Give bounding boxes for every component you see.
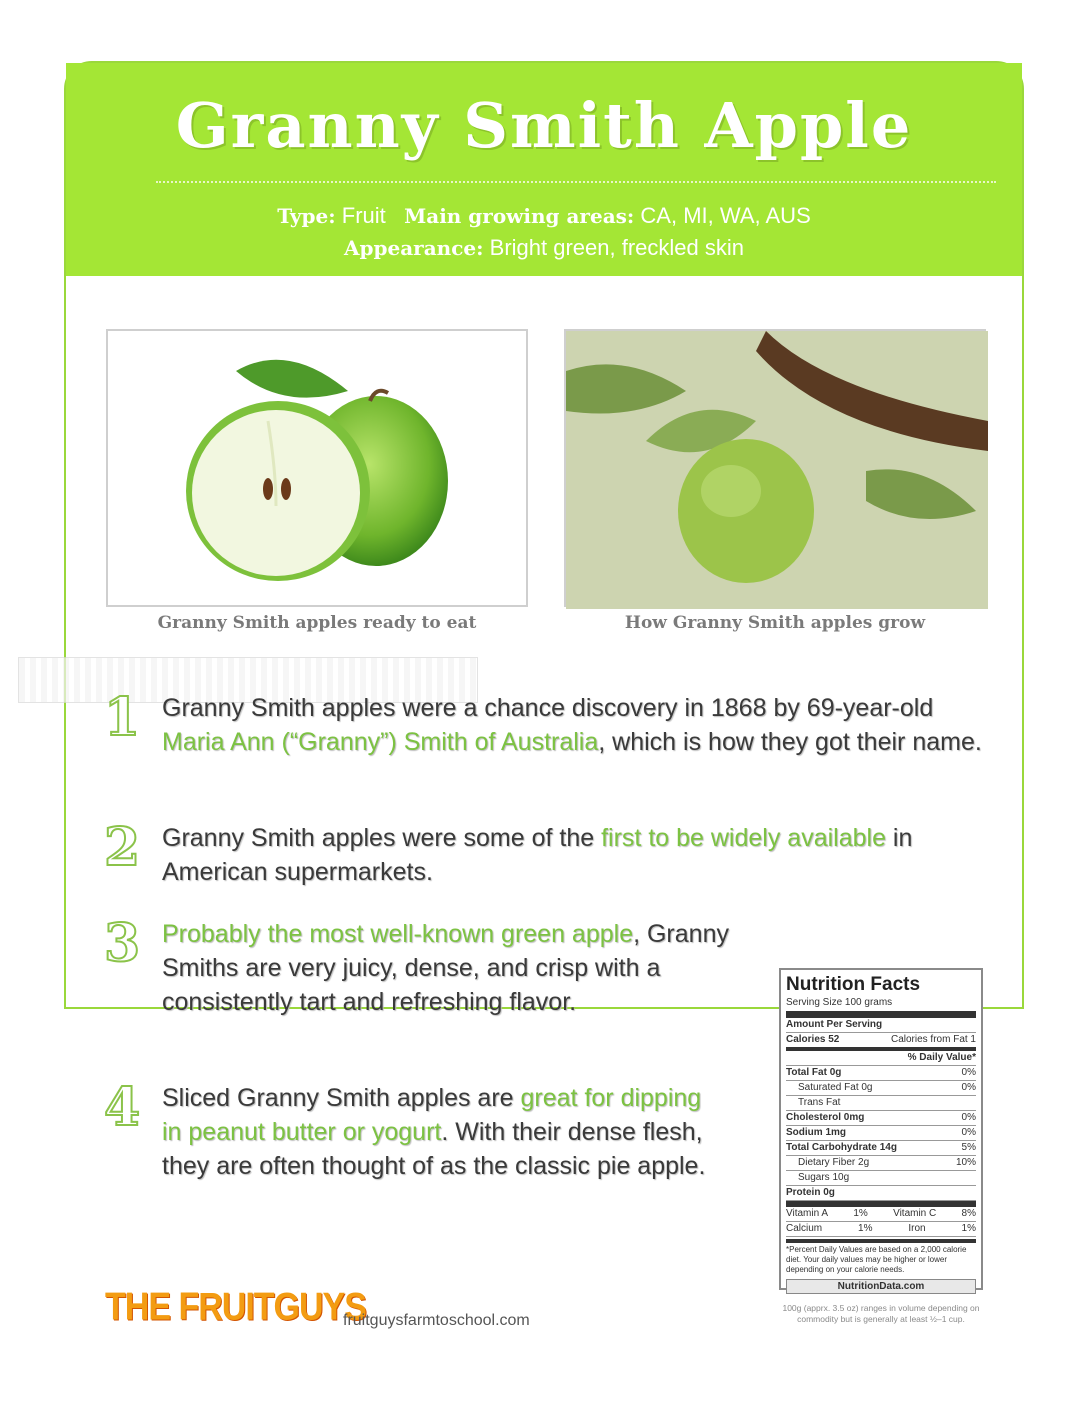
nutrient-row: Total Carbohydrate 14g 5% (786, 1141, 976, 1156)
vitamin-rows (786, 1201, 976, 1237)
caption-how-they-grow: How Granny Smith apples grow (624, 613, 926, 633)
serving-size: Serving Size 100 grams (786, 996, 976, 1018)
nutrition-title: Nutrition Facts (786, 974, 921, 995)
seed-right (281, 478, 291, 500)
nutrient-row: Dietary Fiber 2g 10% (786, 1156, 976, 1171)
fruitguys-logo: THE FRUITGUYS (105, 1285, 366, 1329)
nutrient-row: Sugars 10g (786, 1171, 976, 1186)
caption-ready-to-eat: Granny Smith apples ready to eat (157, 613, 477, 633)
nutrition-footnote: *Percent Daily Values are based on a 2,000 calorie diet. Your daily values may be higher or lower depending on your calorie needs. (786, 1239, 976, 1275)
nutrient-row: Protein 0g (786, 1186, 976, 1201)
meta-line-1 (66, 203, 1022, 229)
fact-text: Granny Smith apples were a chance discovery in 1868 by 69-year-old Maria Ann (“Granny”) Smith of Australia, which is how they got their name. (162, 694, 982, 756)
fact-highlight: great for dipping in peanut butter or yogurt (162, 1084, 702, 1146)
nutrient-row: Sodium 1mg 0% (786, 1126, 976, 1141)
seed-left (263, 478, 273, 500)
calories-row: Calories 52 Calories from Fat 1 (786, 1033, 976, 1051)
fact-number: 4 (104, 1077, 141, 1138)
serving-note: 100g (apprx. 3.5 oz) ranges in volume depending on commodity but is generally at least ½–1 cup. (782, 1303, 980, 1324)
vitamin-row: Calcium 1% Iron 1% (786, 1222, 976, 1237)
nutrient-row: Cholesterol 0mg 0% (786, 1111, 976, 1126)
apple-tree-illustration (566, 331, 988, 609)
fact-text: Sliced Granny Smith apples are great for dipping in peanut butter or yogurt. With their dense flesh, they are often thought of as the classic pie apple. (162, 1084, 706, 1180)
daily-value-header: % Daily Value* (786, 1051, 976, 1066)
type-label: Type: (277, 204, 336, 228)
appearance-label: Appearance: (344, 236, 484, 260)
appearance-value: Bright green, freckled skin (489, 235, 744, 260)
nutrient-rows (786, 1066, 976, 1201)
website-link[interactable]: fruitguysfarmtoschool.com (343, 1312, 530, 1329)
vitamin-row: Vitamin A 1% Vitamin C 8% (786, 1207, 976, 1222)
fact-text: Probably the most well-known green apple, Granny Smiths are very juicy, dense, and crisp with a consistently tart and refreshing flavor. (162, 920, 729, 1016)
apple-illustration (108, 331, 530, 609)
fact-highlight: Maria Ann (“Granny”) Smith of Australia (162, 728, 599, 756)
apple-photo (106, 329, 528, 607)
fact-number: 2 (104, 817, 141, 878)
page-title: Granny Smith Apple (175, 89, 913, 162)
nutrition-source-link[interactable]: NutritionData.com (786, 1279, 976, 1294)
areas-value: CA, MI, WA, AUS (640, 203, 811, 228)
amount-per-serving: Amount Per Serving (786, 1018, 976, 1033)
fact-text: Granny Smith apples were some of the first to be widely available in American supermarkets. (162, 824, 913, 886)
type-value: Fruit (341, 203, 386, 228)
nutrient-row: Saturated Fat 0g 0% (786, 1081, 976, 1096)
nutrient-row: Trans Fat (786, 1096, 976, 1111)
fact-highlight: Probably the most well-known green apple (162, 920, 634, 948)
fact-number: 1 (104, 687, 141, 748)
nutrient-row: Total Fat 0g 0% (786, 1066, 976, 1081)
fact-highlight: first to be widely available (601, 824, 886, 852)
apple-tree-photo (564, 329, 986, 607)
areas-label: Main growing areas: (404, 204, 635, 228)
header-divider (156, 181, 996, 183)
nutrition-facts-label (779, 968, 983, 1290)
leaf (236, 360, 348, 398)
header-banner (66, 63, 1022, 276)
fact-number: 3 (104, 913, 141, 974)
meta-line-2 (66, 235, 1022, 261)
